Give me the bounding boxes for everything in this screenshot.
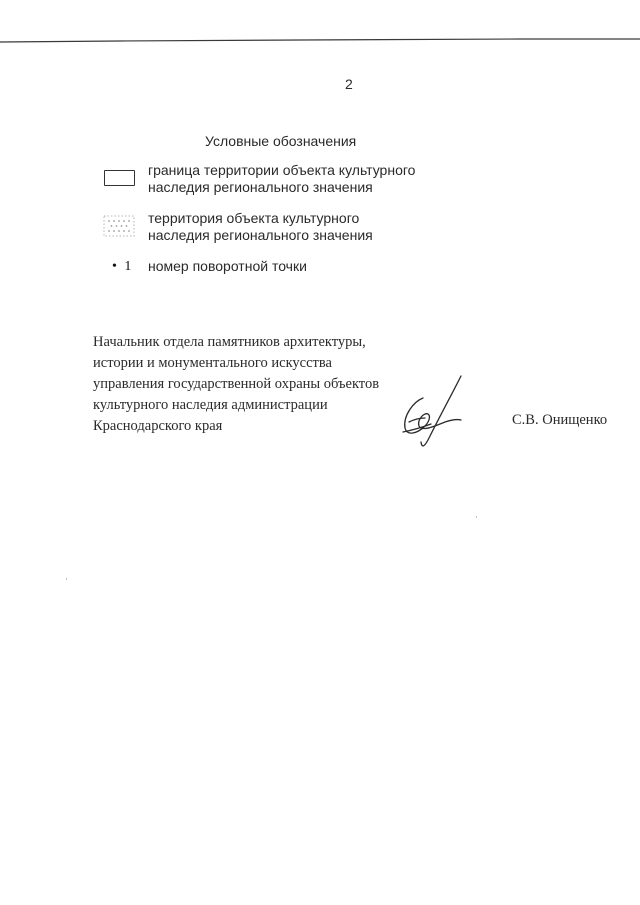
page-number: 2 [345,76,353,92]
top-rule [0,36,640,44]
position-line: управления государственной охраны объектов [93,376,380,392]
legend-line: номер поворотной точки [148,258,307,274]
scan-speck [66,578,67,580]
legend-title: Условные обозначения [205,133,357,149]
position-line: Начальник отдела памятников архитектуры, [93,334,366,350]
point-number-icon: • 1 [112,259,134,274]
boundary-rectangle-icon [104,170,135,186]
position-line: истории и монументального искусства [93,355,332,371]
legend-item-point-number [100,258,440,278]
legend-line: граница территории объекта культурного [148,162,416,178]
legend-line: территория объекта культурного [148,210,360,226]
legend-line: наследия регионального значения [148,179,373,195]
handwritten-signature [395,372,475,452]
signatory-position [93,332,393,437]
legend-item-territory [100,210,440,246]
position-line: культурного наследия администрации [93,397,328,413]
legend-item-boundary [100,162,440,198]
dotted-hatch-icon [102,214,136,238]
position-line: Краснодарского края [93,418,223,434]
legend-text-boundary [148,162,415,196]
scan-speck [476,516,477,518]
signer-name: С.В. Онищенко [512,412,608,428]
legend-text-point [148,258,307,275]
legend-line: наследия регионального значения [148,227,373,243]
legend-text-territory [148,210,373,244]
